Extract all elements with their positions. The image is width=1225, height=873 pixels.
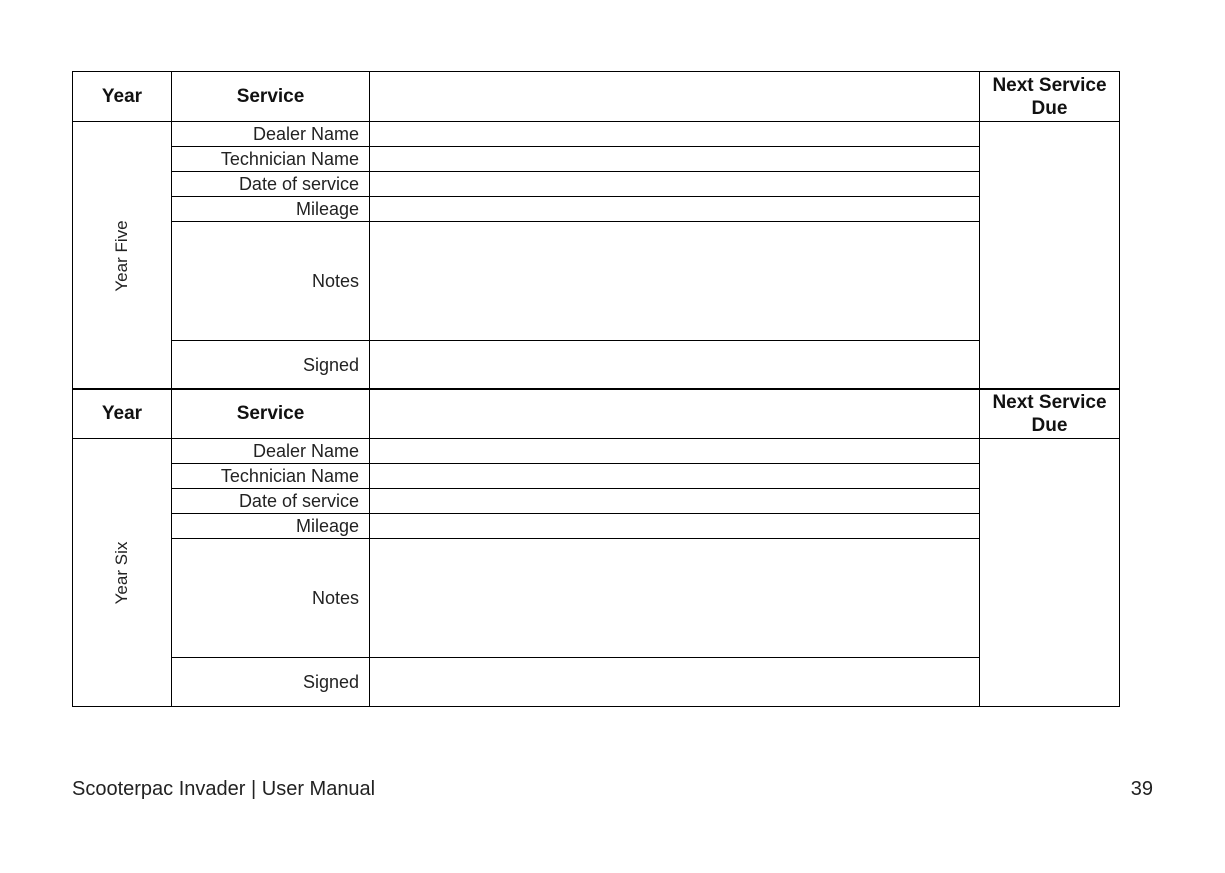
service-table xyxy=(72,71,1120,390)
date-of-service-row xyxy=(73,489,1120,514)
year-label: Year Five xyxy=(112,219,131,292)
dealer-name-row xyxy=(73,122,1120,147)
signed-field[interactable] xyxy=(370,658,980,707)
signed-row xyxy=(73,658,1120,707)
mileage-row xyxy=(73,514,1120,539)
signed-label: Signed xyxy=(172,341,370,390)
year-label: Year Six xyxy=(112,541,131,604)
mileage-label: Mileage xyxy=(172,514,370,539)
footer-title: Scooterpac Invader | User Manual xyxy=(72,778,376,800)
service-record-year-five xyxy=(72,71,1119,390)
dealer-name-row xyxy=(73,439,1120,464)
technician-name-label: Technician Name xyxy=(172,464,370,489)
dealer-name-label: Dealer Name xyxy=(172,122,370,147)
blank-header xyxy=(370,72,980,122)
notes-field[interactable] xyxy=(370,222,980,341)
year-header: Year xyxy=(73,72,172,122)
service-header: Service xyxy=(172,389,370,439)
mileage-row xyxy=(73,197,1120,222)
signed-row xyxy=(73,341,1120,390)
notes-field[interactable] xyxy=(370,539,980,658)
next-service-due-header: Next Service Due xyxy=(980,72,1120,122)
date-of-service-label: Date of service xyxy=(172,489,370,514)
notes-label: Notes xyxy=(172,539,370,658)
year-cell xyxy=(73,122,172,390)
date-of-service-field[interactable] xyxy=(370,172,980,197)
technician-name-field[interactable] xyxy=(370,464,980,489)
next-service-due-header: Next Service Due xyxy=(980,389,1120,439)
header-row xyxy=(73,72,1120,122)
notes-row xyxy=(73,539,1120,658)
technician-name-row xyxy=(73,147,1120,172)
notes-row xyxy=(73,222,1120,341)
next-service-due-field[interactable] xyxy=(980,122,1120,390)
signed-field[interactable] xyxy=(370,341,980,390)
notes-label: Notes xyxy=(172,222,370,341)
mileage-label: Mileage xyxy=(172,197,370,222)
date-of-service-label: Date of service xyxy=(172,172,370,197)
year-cell xyxy=(73,439,172,707)
service-record-year-six xyxy=(72,388,1119,707)
technician-name-label: Technician Name xyxy=(172,147,370,172)
dealer-name-field[interactable] xyxy=(370,439,980,464)
mileage-field[interactable] xyxy=(370,514,980,539)
service-table xyxy=(72,388,1120,707)
header-row xyxy=(73,389,1120,439)
dealer-name-field[interactable] xyxy=(370,122,980,147)
service-header: Service xyxy=(172,72,370,122)
dealer-name-label: Dealer Name xyxy=(172,439,370,464)
technician-name-row xyxy=(73,464,1120,489)
blank-header xyxy=(370,389,980,439)
mileage-field[interactable] xyxy=(370,197,980,222)
date-of-service-field[interactable] xyxy=(370,489,980,514)
year-header: Year xyxy=(73,389,172,439)
next-service-due-field[interactable] xyxy=(980,439,1120,707)
page-number: 39 xyxy=(1130,778,1153,800)
technician-name-field[interactable] xyxy=(370,147,980,172)
signed-label: Signed xyxy=(172,658,370,707)
date-of-service-row xyxy=(73,172,1120,197)
